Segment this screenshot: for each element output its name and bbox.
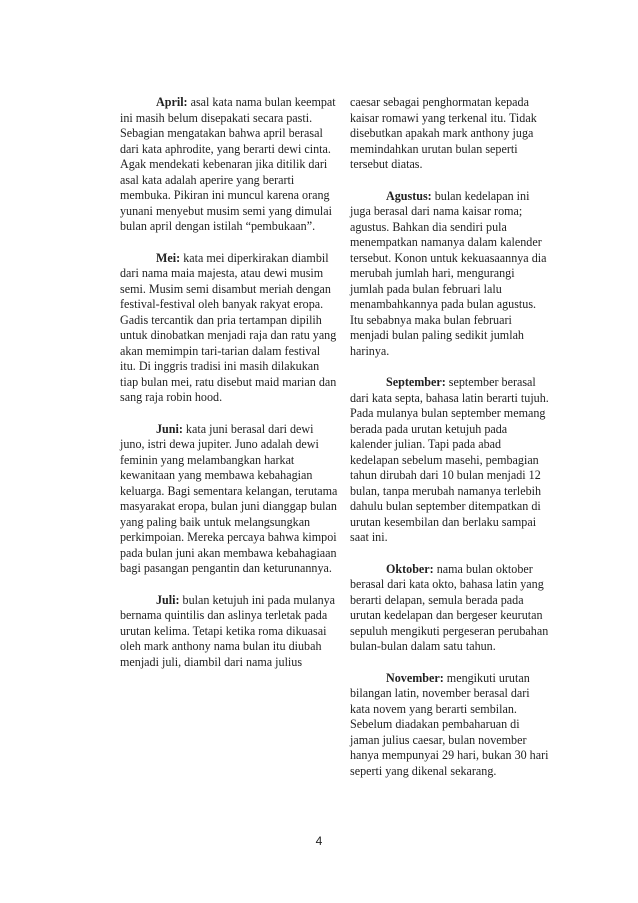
text-agustus: bulan kedelapan ini juga berasal dari nama kaisar roma; agustus. Bahkan dia sendiri pula menempatkan namanya dalam kalender tersebut. Konon untuk kekuasaannya dia merubah jumlah hari, mengurangi jumlah pada bulan februari lalu menambahkannya pada bulan agustus. Itu sebabnya maka bulan februari menjadi bulan paling sedikit jumlah harinya. (350, 188, 547, 358)
paragraph-oktober (350, 562, 550, 655)
text-september: september berasal dari kata septa, bahasa latin berarti tujuh. Pada mulanya bulan september memang berada pada urutan ketujuh pada kalender julian. Tapi pada abad kedelapan sebelum masehi, pembagian tahun dirubah dari 10 bulan menjadi 12 bulan, tanpa merubah namanya terlebih dahulu bulan september ditempatkan di urutan kesembilan dan berlaku sampai saat ini. (350, 375, 549, 544)
heading-juni: Juni: (156, 421, 183, 436)
paragraph-agustus (350, 189, 550, 360)
heading-agustus: Agustus: (386, 188, 432, 203)
page-number: 4 (315, 834, 323, 848)
paragraph-november (350, 671, 550, 780)
paragraph-juni (120, 422, 338, 577)
heading-mei: Mei: (156, 250, 181, 265)
paragraph-april (120, 95, 338, 235)
text-november: mengikuti urutan bilangan latin, november berasal dari kata novem yang berarti sembilan. Sebelum diadakan pembaharuan di jaman julius caesar, bulan november hanya mempunyai 29 hari, bukan 30 hari seperti yang dikenal sekarang. (350, 670, 549, 778)
heading-september: September: (386, 375, 446, 389)
text-juni: kata juni berasal dari dewi juno, istri dewa jupiter. Juno adalah dewi feminin yang melambangkan harkat kewanitaan yang membawa kebahagian keluarga. Bagi sementara kelangan, terutama masyarakat eropa, bulan juni dianggap bulan yang paling baik untuk melangsungkan perkimpoian. Mereka percaya bahwa kimpoi pada bulan juni akan membawa kebahagiaan bagi pasangan pengantin dan keturunannya. (120, 421, 338, 575)
heading-november: November: (386, 670, 444, 685)
heading-april: April: (156, 95, 188, 109)
heading-juli: Juli: (156, 592, 180, 607)
heading-oktober: Oktober: (386, 561, 434, 576)
text-juli: bulan ketujuh ini pada mulanya bernama quintilis dan aslinya terletak pada urutan kelima. Tetapi ketika roma dikuasai oleh mark anthony nama bulan itu diubah menjadi juli, diambil dari nama julius (120, 592, 336, 669)
text-oktober: nama bulan oktober berasal dari kata okto, bahasa latin yang berarti delapan, semula berada pada urutan kedelapan dan bergeser keurutan sepuluh mengikuti pergeseran perubahan bulan-bulan dalam satu tahun. (350, 561, 549, 653)
paragraph-juli (120, 593, 338, 671)
left-column (120, 95, 338, 686)
text-april: asal kata nama bulan keempat ini masih belum disepakati secara pasti. Sebagian mengatakan bahwa april berasal dari kata aphrodite, yang berarti dewi cinta. Agak mendekati kebenaran jika ditilik dari asal kata adalah aperire yang berarti membuka. Pikiran ini muncul karena orang yunani menyebut musim semi yang dimulai bulan april dengan istilah “pembukaan”. (120, 95, 336, 233)
right-column (350, 95, 550, 795)
paragraph-september (350, 375, 550, 546)
paragraph-mei (120, 251, 338, 406)
text-mei: kata mei diperkirakan diambil dari nama maia majesta, atau dewi musim semi. Musim semi disambut meriah dengan festival-festival oleh banyak rakyat eropa. Gadis tercantik dan pria tertampan dipilih untuk dinobatkan menjadi raja dan ratu yang akan memimpin tari-tarian dalam festival itu. Di inggris tradisi ini masih dilakukan tiap bulan mei, ratu disebut maid marian dan sang raja robin hood. (120, 250, 337, 404)
paragraph-juli-continued: caesar sebagai penghormatan kepada kaisar romawi yang terkenal itu. Tidak disebutkan apakah mark anthony juga memindahkan urutan bulan seperti tersebut diatas. (350, 95, 537, 171)
